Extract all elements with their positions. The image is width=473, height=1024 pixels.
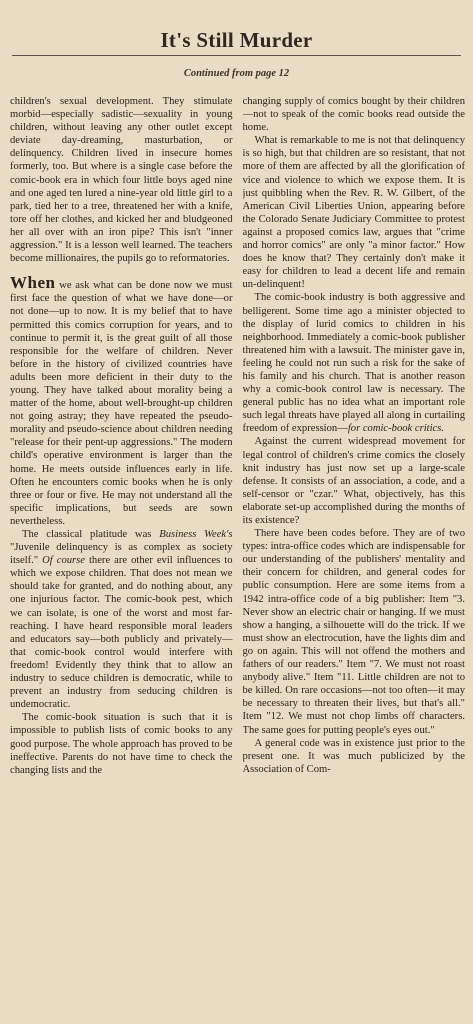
paragraph: [243, 291, 466, 435]
right-column: [243, 95, 466, 1024]
emphasis-text: Business Week's: [159, 529, 233, 540]
left-column: [10, 95, 233, 1024]
paragraph-text: The comic-book industry is both aggressive and belligerent. Some time ago a minister objected to the display of lurid comics to children in his neighborhood. Immediately a comic-book publisher threatened him with a lawsuit. The minister gave in, feeling he could not run such a risk for the sake of his family and his church. That is another reason why a comic-book control law is necessary. The general public has no idea what an important role such legal threats have played all along in curtailing freedom of expression—: [242, 292, 465, 435]
paragraph-text: we ask what can be done now we must first face the question of what we have done—or not done—up to now. It is my belief that to have permitted this comics corruption for years, and to continue to permit it, is the great guilt of all those responsible for the welfare of children. Never before in the history of civilized countries have adults been more deficient in their duty to the young. They have talked about morality being a matter of the home, about well-brought-up children not going astray; they have repeated the pseudo-morality and pseudo-science about children needing "release for their pent-up aggressions." The modern child's operative environment is larger than the home. He meets outside influences early in life. Often he encounters comic books when he is only three or four or five. He may not understand all the specific implications, but seeds are sown nevertheless.: [10, 280, 233, 527]
title-rule: [12, 55, 461, 56]
paragraph: Against the current widespread movement for legal control of children's crime comics the closely knit industry has just now set up a large-scale defense. It consists of an association, a code, and a self-censor or "czar." What, objectively, has this elaborate set-up accomplished during the months of its existence?: [242, 436, 465, 526]
emphasis-text: Of course: [42, 555, 85, 567]
paragraph: There have been codes before. They are of two types: intra-office codes which are indispensable for our understanding of the publishers' mentality and their concern for children, and general codes for public consumption. Here are some items from a 1942 intra-office code of a big publisher: Item "3. Never show an electric chair or hanging. If we must show a hanging, a silhouette will do the trick. If we must show an electrocution, have the lights dim and go on again. This will not offend the mothers and fathers of our readers." Item "7. We must not roast anybody alive." Item "11. Little children are not to be killed. On rare occasions—not too often—it may be necessary to threaten their lives, but that's all." Item "12. We must not chop limbs off characters. The same goes for putting people's eyes out.": [242, 528, 465, 736]
paragraph-text: there are other evil influences to which we expose children. That does not mean we should take for granted, and do nothing about, any one injurious factor. The comic-book pest, which we can isolate, is one of the worst and most far-reaching. I have heard responsible moral leaders and educators say—both publicly and privately—that comic-book control would interfere with freedom! Evidently they think that to allow an industry to seduce children is democratic, while to prevent an industry from seducing children is undemocratic.: [10, 555, 233, 711]
continued-note: Continued from page 12: [183, 68, 290, 79]
paragraph: children's sexual development. They stimulate morbid—especially sadistic—sexuality in young children, without leaving any other outlet except deviate day-dreaming, masturbation, or delinquency. Children lived in insecure homes formerly, too. But where is a single case before the comic-book era in which four little boys aged nine and one aged ten lured a nine-year old little girl to a park, tied her to a tree, threatened her with a knife, tore off her clothes, and kicked her and bludgeoned her all over with an iron pipe? This isn't "inner aggression." It is a lesson well learned. The teachers become millionaires, the pupils go to reformatories.: [10, 96, 233, 265]
lead-word: When: [10, 273, 56, 293]
paragraph: The comic-book situation is such that it is impossible to publish lists of comic books to any good purpose. The whole approach has proved to be ineffective. Parents do not have time to check the changing lists and the: [10, 712, 233, 776]
paragraph: [10, 528, 233, 711]
paragraph-text: "Juvenile delinquency is as complex as society itself.": [10, 542, 233, 567]
article-body: [10, 95, 465, 1024]
paragraph: changing supply of comics bought by their children—not to speak of the comic books read outside the home.: [242, 96, 465, 134]
article-title: It's Still Murder: [160, 28, 313, 52]
paragraph: A general code was in existence just prior to the present one. It was much publicized by the Association of Com-: [242, 737, 465, 775]
paragraph: What is remarkable to me is not that delinquency is so high, but that children are so resistant, that not more of them are affected by all the glorification of vice and violence to which we expose them. It is just quibbling when the Rev. R. W. Gilbert, of the American Civil Liberties Union, appearing before the Colorado Senate Judiciary Committee to protest against a proposed comics law, argues that "crime and horror comics" are only "a minor factor." How does he know that? They certainly don't make it easy for children to lead a decent life and remain un-delinquent!: [242, 135, 465, 291]
paragraph-text: The classical platitude was: [22, 529, 160, 540]
emphasis-text: for comic-book critics.: [347, 423, 445, 435]
paragraph: [10, 273, 233, 528]
